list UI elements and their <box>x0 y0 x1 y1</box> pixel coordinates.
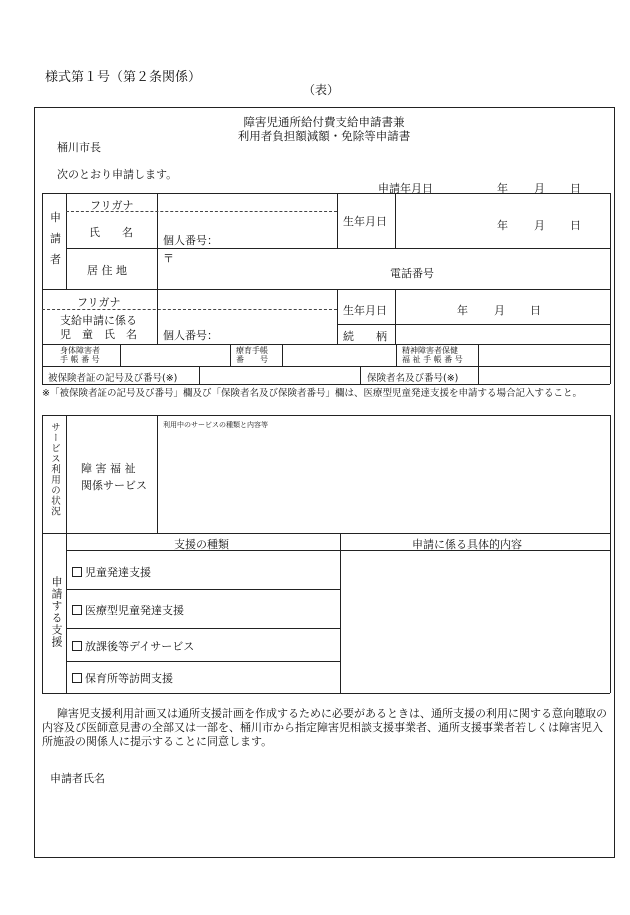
application-date-label: 申請年月日 <box>378 182 433 195</box>
physical-handbook-line2: 手 帳 番 号 <box>60 355 100 364</box>
application-date-day: 日 <box>570 182 581 195</box>
service-content-field[interactable] <box>159 432 608 531</box>
intro-text: 次のとおり申請します。 <box>57 168 178 181</box>
applicant-address-field[interactable] <box>159 250 607 287</box>
grid-line <box>42 533 610 534</box>
applicant-birth-label: 生年月日 <box>343 215 387 228</box>
applicant-id-label: 個人番号： <box>163 234 218 247</box>
service-category-line1: 障 害 福 祉 <box>81 462 136 475</box>
insurance-cert-field[interactable] <box>201 368 358 382</box>
grid-line <box>42 693 610 694</box>
grid-line <box>66 533 67 693</box>
rehab-handbook-line1: 療育手帳 <box>236 346 268 355</box>
consent-text: 障害児支援利用計画又は通所支援計画を作成するために必要があるときは、通所支援の利用に関する意向聴取の内容及び医師意見書の全部又は一部を、桶川市から指定障害児相談支援事業者、通所支援事業者若しくは障害児入所施設の関係人に提示することに同意します。 <box>42 707 607 748</box>
grid-line <box>66 661 340 662</box>
grid-line <box>337 289 338 344</box>
grid-line <box>66 589 340 590</box>
applicant-birth-year: 年 <box>497 219 508 232</box>
grid-line <box>42 344 610 345</box>
grid-line <box>395 289 396 344</box>
grid-line <box>66 550 610 551</box>
mental-handbook-line1: 精神障害者保健 <box>402 346 458 355</box>
checkbox-icon[interactable] <box>72 605 82 615</box>
insurer-label: 保険者名及び番号(※) <box>367 373 459 384</box>
child-relation-field[interactable] <box>397 326 608 342</box>
applicant-section-label: 申 請 者 <box>50 211 61 266</box>
service-content-header: 利用中のサービスの種類と内容等 <box>163 421 268 429</box>
applicant-address-label: 居 住 地 <box>87 264 127 277</box>
child-birth-day: 日 <box>530 304 541 317</box>
grid-line <box>157 415 158 533</box>
insurance-note: ※「被保険者証の記号及び番号」欄及び「保険者名及び保険者番号」欄は、医療型児童発達支援を申請する場合記入すること。 <box>42 388 582 399</box>
child-name-field[interactable] <box>159 291 335 342</box>
applicant-name-label: 氏 名 <box>89 226 133 239</box>
insurer-field[interactable] <box>480 368 608 382</box>
child-birth-label: 生年月日 <box>343 304 387 317</box>
service-category-line2: 関係サービス <box>81 479 147 492</box>
support-detail-field[interactable] <box>342 552 608 691</box>
grid-line <box>66 415 67 533</box>
checkbox-icon[interactable] <box>72 673 82 683</box>
applicant-birth-day: 日 <box>570 219 581 232</box>
grid-line <box>478 366 479 384</box>
grid-line <box>42 193 610 194</box>
applicant-furigana-label: フリガナ <box>90 199 134 212</box>
grid-line <box>230 344 231 366</box>
grid-line <box>478 344 479 366</box>
grid-line <box>120 344 121 366</box>
child-label-line2: 児 童 氏 名 <box>60 328 137 341</box>
grid-line <box>340 533 341 693</box>
grid-line <box>396 344 397 366</box>
service-status-label: サービス利用の状況 <box>49 422 60 517</box>
grid-line <box>337 193 338 248</box>
support-option-medical-child-development[interactable]: 医療型児童発達支援 <box>72 602 184 618</box>
applicant-phone-label: 電話番号 <box>390 267 434 280</box>
grid-line <box>282 344 283 366</box>
grid-line <box>66 248 610 249</box>
support-detail-header: 申請に係る具体的内容 <box>412 538 522 551</box>
grid-line <box>395 193 396 248</box>
grid-line <box>199 366 200 384</box>
application-date-year: 年 <box>497 182 508 195</box>
support-option-after-school-day-service[interactable]: 放課後等デイサービス <box>72 638 194 654</box>
physical-handbook-field[interactable] <box>122 346 228 364</box>
form-title-line1: 障害児通所給付費支給申請書兼 <box>243 115 405 129</box>
grid-line <box>42 366 610 367</box>
mental-handbook-field[interactable] <box>480 346 608 364</box>
grid-line <box>360 366 361 384</box>
support-section-label: 申請する支援 <box>50 576 63 648</box>
grid-line <box>42 289 610 290</box>
insurance-cert-label: 被保険者証の記号及び番号(※) <box>48 373 178 384</box>
postal-mark: 〒 <box>163 252 174 265</box>
rehab-handbook-line2: 番 号 <box>236 355 268 364</box>
applicant-furigana-field[interactable] <box>159 197 335 209</box>
child-birth-year: 年 <box>457 304 468 317</box>
grid-line <box>42 384 610 385</box>
side-label: （表） <box>303 83 340 97</box>
child-furigana-label: フリガナ <box>77 296 121 309</box>
child-label-line1: 支給申請に係る <box>60 314 137 327</box>
grid-line <box>42 415 610 416</box>
support-option-nursery-visit-support[interactable]: 保育所等訪問支援 <box>72 670 173 686</box>
form-number: 様式第１号（第２条関係） <box>45 70 202 85</box>
applicant-name-field[interactable] <box>159 214 335 246</box>
grid-line <box>157 193 158 344</box>
rehab-handbook-field[interactable] <box>284 346 394 364</box>
child-birth-month: 月 <box>494 304 505 317</box>
checkbox-icon[interactable] <box>72 567 82 577</box>
grid-line <box>66 193 67 289</box>
applicant-birth-month: 月 <box>534 219 545 232</box>
addressee: 桶川市長 <box>57 141 101 154</box>
checkbox-icon[interactable] <box>72 641 82 651</box>
support-option-child-development[interactable]: 児童発達支援 <box>72 564 151 580</box>
signature-field[interactable] <box>130 766 600 788</box>
signature-label: 申請者氏名 <box>50 772 105 785</box>
application-date-month: 月 <box>534 182 545 195</box>
grid-line <box>610 415 611 693</box>
grid-line <box>337 324 610 325</box>
form-title-line2: 利用者負担額減額・免除等申請書 <box>237 129 411 143</box>
physical-handbook-line1: 身体障害者 <box>60 346 100 355</box>
child-id-label: 個人番号： <box>163 329 218 342</box>
mental-handbook-line2: 福 祉 手 帳 番 号 <box>402 355 463 364</box>
support-type-header: 支援の種類 <box>174 538 229 551</box>
grid-line <box>610 193 611 384</box>
grid-line <box>42 415 43 693</box>
grid-line <box>66 628 340 629</box>
child-relation-label: 続 柄 <box>343 330 387 343</box>
